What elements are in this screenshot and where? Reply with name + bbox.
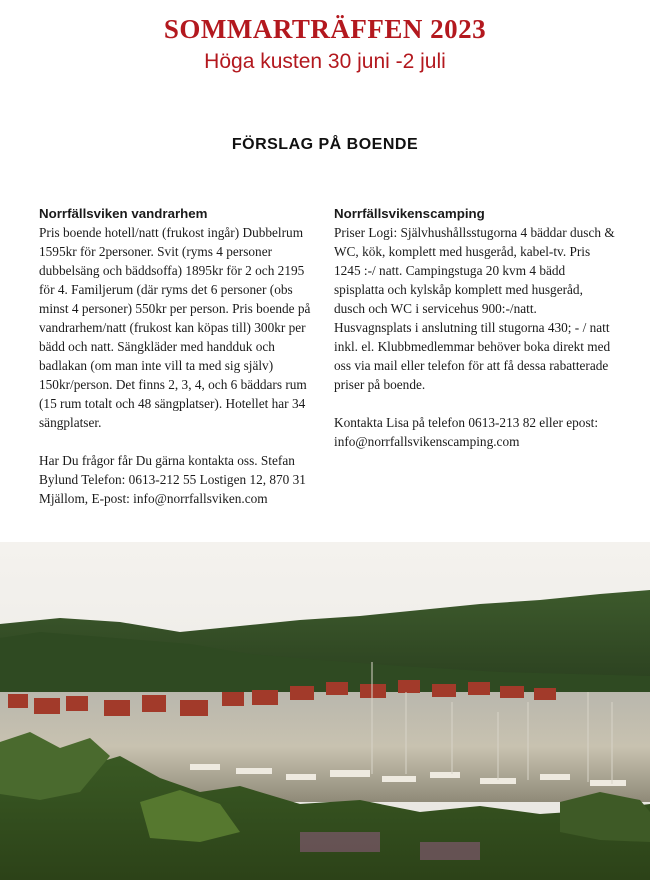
- page-header: [0, 14, 650, 76]
- section-heading: FÖRSLAG PÅ BOENDE: [231, 136, 419, 153]
- right-body: Priser Logi: Självhushållsstugorna 4 bäddar dusch & WC, kök, komplett med husgeråd, kabel-tv. Pris 1245 :-/ natt. Campingstuga 20 kvm 4 bädd spisplatta och kylskåp komplett med husgeråd, dusch och WC i servicehus 900:-/natt. Husvagnsplats i anslutning till stugorna 430; - / natt inkl. el. Klubbmedlemmar behöver boka direkt med oss via mail eller telefon för att få dessa rabatterade priser på boende.: [334, 225, 615, 392]
- left-body: Pris boende hotell/natt (frukost ingår) Dubbelrum 1595kr för 2personer. Svit (ryms 4 personer dubbelsäng och bäddsoffa) 1895kr för 2 och 2195 för 4. Familjerum (där ryms det 6 personer (obs minst 4 personer) 550kr per person. Pris boende på vandrarhem/natt (frukost kan köpas till) 300kr per bädd och natt. Sängkläder med handduk och badlakan (om man inte vill ta med sig själv) 150kr/person. Det finns 2, 3, 4, och 6 bäddars rum (15 rum totalt och 48 sängplatser). Hotellet har 34 sängplatser.: [39, 225, 311, 430]
- harbor-photo: [0, 542, 650, 880]
- page-title: SOMMARTRÄFFEN 2023: [163, 14, 487, 44]
- left-column: [39, 204, 311, 508]
- left-contact: Har Du frågor får Du gärna kontakta oss. Stefan Bylund Telefon: 0613-212 55 Lostigen 12, 870 31 Mjällom, E-post: info@norrfallsviken.com: [39, 453, 306, 506]
- right-heading: Norrfällsvikenscamping: [334, 206, 485, 221]
- page-subtitle: Höga kusten 30 juni -2 juli: [204, 50, 446, 73]
- left-heading: Norrfällsviken vandrarhem: [39, 206, 208, 221]
- right-column: [334, 204, 616, 451]
- right-contact: Kontakta Lisa på telefon 0613-213 82 eller epost: info@norrfallsvikenscamping.com: [334, 415, 599, 449]
